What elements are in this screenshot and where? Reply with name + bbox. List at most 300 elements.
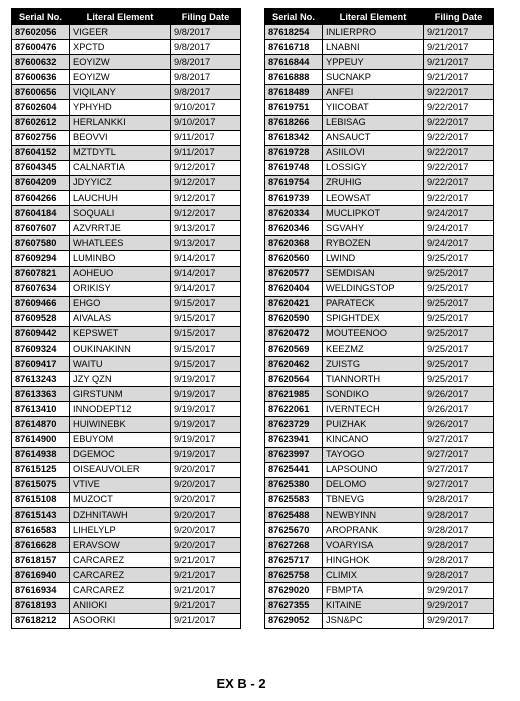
literal-element-cell: VTIVE	[70, 477, 171, 492]
literal-element-cell: YPHYHD	[70, 100, 171, 115]
table-row	[12, 85, 241, 100]
filing-date-cell: 9/26/2017	[424, 387, 494, 402]
filing-date-cell: 9/25/2017	[424, 281, 494, 296]
serial-number-cell: 87620564	[265, 372, 323, 387]
filing-date-cell: 9/11/2017	[171, 130, 241, 145]
table-row	[265, 281, 494, 296]
filing-date-cell: 9/29/2017	[424, 583, 494, 598]
serial-number-cell: 87625717	[265, 553, 323, 568]
filing-date-cell: 9/21/2017	[424, 40, 494, 55]
serial-number-cell: 87616628	[12, 538, 70, 553]
filing-date-cell: 9/19/2017	[171, 432, 241, 447]
serial-number-cell: 87621985	[265, 387, 323, 402]
literal-element-cell: YPPEUY	[323, 55, 424, 70]
table-row	[265, 462, 494, 477]
filing-date-cell: 9/8/2017	[171, 55, 241, 70]
filing-date-cell: 9/25/2017	[424, 266, 494, 281]
filing-date-cell: 9/20/2017	[171, 462, 241, 477]
serial-number-cell: 87609442	[12, 326, 70, 341]
filing-date-cell: 9/27/2017	[424, 462, 494, 477]
literal-element-cell: KITAINE	[323, 598, 424, 613]
filing-date-cell: 9/28/2017	[424, 538, 494, 553]
serial-number-cell: 87629020	[265, 583, 323, 598]
literal-element-cell: ASIILOVI	[323, 145, 424, 160]
table-row	[12, 357, 241, 372]
serial-number-cell: 87614870	[12, 417, 70, 432]
serial-number-cell: 87616718	[265, 40, 323, 55]
literal-element-cell: EOYIZW	[70, 55, 171, 70]
filing-date-cell: 9/21/2017	[424, 70, 494, 85]
literal-element-cell: EHGO	[70, 296, 171, 311]
literal-element-cell: ANSAUCT	[323, 130, 424, 145]
literal-element-cell: LUMINBO	[70, 251, 171, 266]
serial-number-cell: 87616940	[12, 568, 70, 583]
table-row	[12, 508, 241, 523]
literal-element-cell: DGEMOC	[70, 447, 171, 462]
literal-element-cell: AROPRANK	[323, 523, 424, 538]
literal-element-cell: ORIKISY	[70, 281, 171, 296]
literal-element-cell: HINGHOK	[323, 553, 424, 568]
serial-number-cell: 87609417	[12, 357, 70, 372]
table-row	[12, 296, 241, 311]
table-row	[265, 538, 494, 553]
literal-element-cell: CARCAREZ	[70, 553, 171, 568]
literal-element-cell: TIANNORTH	[323, 372, 424, 387]
serial-number-cell: 87620368	[265, 236, 323, 251]
literal-element-cell: LAPSOUNO	[323, 462, 424, 477]
serial-number-cell: 87607821	[12, 266, 70, 281]
table-row	[265, 145, 494, 160]
serial-number-cell: 87615143	[12, 508, 70, 523]
serial-number-cell: 87619748	[265, 160, 323, 175]
literal-element-cell: MOUTEENOO	[323, 326, 424, 341]
table-row	[12, 266, 241, 281]
serial-number-cell: 87614938	[12, 447, 70, 462]
filing-date-cell: 9/26/2017	[424, 417, 494, 432]
literal-element-cell: INLIERPRO	[323, 25, 424, 40]
literal-element-cell: OISEAUVOLER	[70, 462, 171, 477]
table-row	[12, 236, 241, 251]
literal-element-cell: RYBOZEN	[323, 236, 424, 251]
table-body-right	[265, 25, 494, 629]
header-literal-element: Literal Element	[323, 9, 424, 25]
serial-number-cell: 87625758	[265, 568, 323, 583]
serial-number-cell: 87607634	[12, 281, 70, 296]
literal-element-cell: IVERNTECH	[323, 402, 424, 417]
literal-element-cell: ANIIOKI	[70, 598, 171, 613]
literal-element-cell: PARATECK	[323, 296, 424, 311]
serial-number-cell: 87616888	[265, 70, 323, 85]
filing-date-cell: 9/15/2017	[171, 311, 241, 326]
serial-number-cell: 87620472	[265, 326, 323, 341]
filing-date-cell: 9/22/2017	[424, 175, 494, 190]
table-row	[265, 55, 494, 70]
table-row	[265, 296, 494, 311]
table-row	[265, 191, 494, 206]
serial-number-cell: 87600632	[12, 55, 70, 70]
table-row	[265, 85, 494, 100]
literal-element-cell: LIHELYLP	[70, 523, 171, 538]
serial-number-cell: 87600476	[12, 40, 70, 55]
literal-element-cell: PUIZHAK	[323, 417, 424, 432]
table-row	[12, 568, 241, 583]
filing-date-cell: 9/22/2017	[424, 191, 494, 206]
literal-element-cell: HERLANKKI	[70, 115, 171, 130]
filing-date-cell: 9/8/2017	[171, 40, 241, 55]
table-row	[12, 311, 241, 326]
serial-number-cell: 87616583	[12, 523, 70, 538]
literal-element-cell: VOARYISA	[323, 538, 424, 553]
literal-element-cell: YIICOBAT	[323, 100, 424, 115]
serial-number-cell: 87615075	[12, 477, 70, 492]
table-row	[265, 221, 494, 236]
serial-number-cell: 87619754	[265, 175, 323, 190]
filing-date-cell: 9/22/2017	[424, 115, 494, 130]
serial-number-cell: 87604184	[12, 206, 70, 221]
filing-date-cell: 9/8/2017	[171, 25, 241, 40]
table-row	[265, 372, 494, 387]
filing-date-cell: 9/25/2017	[424, 326, 494, 341]
table-row	[12, 341, 241, 356]
table-row	[265, 175, 494, 190]
literal-element-cell: LEBISAG	[323, 115, 424, 130]
literal-element-cell: VIGEER	[70, 25, 171, 40]
table-row	[265, 417, 494, 432]
literal-element-cell: CARCAREZ	[70, 568, 171, 583]
table-row	[12, 130, 241, 145]
literal-element-cell: DZHNITAWH	[70, 508, 171, 523]
table-row	[265, 357, 494, 372]
serial-number-cell: 87620334	[265, 206, 323, 221]
filing-date-cell: 9/14/2017	[171, 281, 241, 296]
literal-element-cell: MZTDYTL	[70, 145, 171, 160]
serial-number-cell: 87604209	[12, 175, 70, 190]
serial-number-cell: 87607580	[12, 236, 70, 251]
table-row	[12, 326, 241, 341]
filing-date-cell: 9/20/2017	[171, 538, 241, 553]
filing-date-cell: 9/22/2017	[424, 100, 494, 115]
filing-date-cell: 9/28/2017	[424, 492, 494, 507]
filing-date-cell: 9/21/2017	[171, 583, 241, 598]
table-row	[265, 523, 494, 538]
table-row	[12, 523, 241, 538]
literal-element-cell: TAYOGO	[323, 447, 424, 462]
table-row	[265, 508, 494, 523]
filing-date-cell: 9/15/2017	[171, 326, 241, 341]
serial-number-cell: 87623941	[265, 432, 323, 447]
literal-element-cell: HUIWINEBK	[70, 417, 171, 432]
serial-number-cell: 87613243	[12, 372, 70, 387]
literal-element-cell: OUKINAKINN	[70, 341, 171, 356]
serial-number-cell: 87616844	[265, 55, 323, 70]
literal-element-cell: EBUYOM	[70, 432, 171, 447]
filing-date-cell: 9/8/2017	[171, 85, 241, 100]
filing-date-cell: 9/25/2017	[424, 311, 494, 326]
table-row	[12, 538, 241, 553]
serial-number-cell: 87627355	[265, 598, 323, 613]
serial-number-cell: 87604266	[12, 191, 70, 206]
table-row	[12, 221, 241, 236]
serial-number-cell: 87625488	[265, 508, 323, 523]
table-row	[12, 281, 241, 296]
table-row	[12, 160, 241, 175]
table-row	[265, 236, 494, 251]
serial-number-cell: 87620462	[265, 357, 323, 372]
table-row	[265, 100, 494, 115]
filing-date-cell: 9/28/2017	[424, 523, 494, 538]
serial-number-cell: 87618157	[12, 553, 70, 568]
serial-number-cell: 87618266	[265, 115, 323, 130]
filing-date-cell: 9/21/2017	[171, 598, 241, 613]
filing-date-cell: 9/29/2017	[424, 613, 494, 628]
literal-element-cell: JSN&PC	[323, 613, 424, 628]
literal-element-cell: GIRSTUNM	[70, 387, 171, 402]
literal-element-cell: KEEZMZ	[323, 341, 424, 356]
literal-element-cell: BEOVVI	[70, 130, 171, 145]
table-header-row	[12, 9, 241, 25]
filing-date-cell: 9/10/2017	[171, 100, 241, 115]
literal-element-cell: AOHEUO	[70, 266, 171, 281]
serial-number-cell: 87602056	[12, 25, 70, 40]
header-filing-date: Filing Date	[424, 9, 494, 25]
literal-element-cell: CLIMIX	[323, 568, 424, 583]
filing-date-cell: 9/24/2017	[424, 206, 494, 221]
serial-number-cell: 87619739	[265, 191, 323, 206]
filing-date-cell: 9/12/2017	[171, 206, 241, 221]
table-row	[12, 477, 241, 492]
table-row	[12, 417, 241, 432]
serial-number-cell: 87625670	[265, 523, 323, 538]
literal-element-cell: SONDIKO	[323, 387, 424, 402]
literal-element-cell: TBNEVG	[323, 492, 424, 507]
filing-date-cell: 9/28/2017	[424, 553, 494, 568]
filing-date-cell: 9/20/2017	[171, 523, 241, 538]
filing-date-cell: 9/25/2017	[424, 357, 494, 372]
table-row	[12, 387, 241, 402]
table-row	[12, 191, 241, 206]
serial-number-cell: 87609324	[12, 341, 70, 356]
filing-date-cell: 9/10/2017	[171, 115, 241, 130]
filing-date-cell: 9/21/2017	[424, 55, 494, 70]
table-row	[12, 462, 241, 477]
literal-element-cell: KINCANO	[323, 432, 424, 447]
serial-number-cell: 87618212	[12, 613, 70, 628]
table-row	[265, 160, 494, 175]
literal-element-cell: LEOWSAT	[323, 191, 424, 206]
serial-number-cell: 87600636	[12, 70, 70, 85]
serial-number-cell: 87623729	[265, 417, 323, 432]
serial-number-cell: 87609294	[12, 251, 70, 266]
filing-date-cell: 9/19/2017	[171, 447, 241, 462]
filing-date-cell: 9/26/2017	[424, 402, 494, 417]
serial-number-cell: 87614900	[12, 432, 70, 447]
literal-element-cell: WHATLEES	[70, 236, 171, 251]
table-row	[265, 40, 494, 55]
table-header-row	[265, 9, 494, 25]
literal-element-cell: CALNARTIA	[70, 160, 171, 175]
filing-date-cell: 9/20/2017	[171, 477, 241, 492]
serial-number-cell: 87627268	[265, 538, 323, 553]
literal-element-cell: ZUISTG	[323, 357, 424, 372]
filing-date-cell: 9/25/2017	[424, 251, 494, 266]
literal-element-cell: INNODEPT12	[70, 402, 171, 417]
serial-number-cell: 87620560	[265, 251, 323, 266]
serial-number-cell: 87620569	[265, 341, 323, 356]
literal-element-cell: DELOMO	[323, 477, 424, 492]
table-row	[265, 25, 494, 40]
literal-element-cell: VIQILANY	[70, 85, 171, 100]
table-row	[12, 25, 241, 40]
serial-number-cell: 87619751	[265, 100, 323, 115]
filing-date-cell: 9/15/2017	[171, 341, 241, 356]
filing-date-cell: 9/15/2017	[171, 296, 241, 311]
literal-element-cell: ANFEI	[323, 85, 424, 100]
serial-number-cell: 87620577	[265, 266, 323, 281]
serial-number-cell: 87625441	[265, 462, 323, 477]
literal-element-cell: AZVRRTJE	[70, 221, 171, 236]
filing-date-cell: 9/21/2017	[171, 553, 241, 568]
table-row	[265, 387, 494, 402]
table-row	[265, 130, 494, 145]
filing-date-cell: 9/29/2017	[424, 598, 494, 613]
table-row	[265, 447, 494, 462]
filing-date-cell: 9/21/2017	[171, 613, 241, 628]
literal-element-cell: SUCNAKP	[323, 70, 424, 85]
trademark-table-left	[11, 8, 241, 629]
literal-element-cell: WELDINGSTOP	[323, 281, 424, 296]
header-serial-no: Serial No.	[265, 9, 323, 25]
literal-element-cell: JZY QZN	[70, 372, 171, 387]
literal-element-cell: AIVALAS	[70, 311, 171, 326]
literal-element-cell: SGVAHY	[323, 221, 424, 236]
table-row	[12, 70, 241, 85]
filing-date-cell: 9/25/2017	[424, 341, 494, 356]
serial-number-cell: 87620421	[265, 296, 323, 311]
filing-date-cell: 9/27/2017	[424, 432, 494, 447]
table-row	[12, 583, 241, 598]
literal-element-cell: FBMPTA	[323, 583, 424, 598]
table-row	[12, 145, 241, 160]
literal-element-cell: KEPSWET	[70, 326, 171, 341]
table-row	[12, 447, 241, 462]
table-row	[12, 100, 241, 115]
table-row	[12, 251, 241, 266]
table-row	[265, 70, 494, 85]
filing-date-cell: 9/14/2017	[171, 251, 241, 266]
literal-element-cell: ERAVSOW	[70, 538, 171, 553]
table-row	[265, 583, 494, 598]
serial-number-cell: 87618342	[265, 130, 323, 145]
table-row	[12, 372, 241, 387]
filing-date-cell: 9/22/2017	[424, 85, 494, 100]
filing-date-cell: 9/27/2017	[424, 477, 494, 492]
literal-element-cell: ASOORKI	[70, 613, 171, 628]
serial-number-cell: 87625380	[265, 477, 323, 492]
table-row	[265, 598, 494, 613]
table-row	[12, 40, 241, 55]
table-row	[12, 553, 241, 568]
table-row	[265, 432, 494, 447]
exhibit-footer: EX B - 2	[216, 676, 266, 691]
filing-date-cell: 9/21/2017	[171, 568, 241, 583]
table-row	[265, 251, 494, 266]
serial-number-cell: 87604345	[12, 160, 70, 175]
serial-number-cell: 87602604	[12, 100, 70, 115]
literal-element-cell: JDYYICZ	[70, 175, 171, 190]
filing-date-cell: 9/19/2017	[171, 387, 241, 402]
literal-element-cell: ZRUHIG	[323, 175, 424, 190]
serial-number-cell: 87615125	[12, 462, 70, 477]
table-row	[12, 402, 241, 417]
literal-element-cell: MUCLIPKOT	[323, 206, 424, 221]
serial-number-cell: 87620590	[265, 311, 323, 326]
serial-number-cell: 87613363	[12, 387, 70, 402]
serial-number-cell: 87619728	[265, 145, 323, 160]
serial-number-cell: 87620404	[265, 281, 323, 296]
serial-number-cell: 87616934	[12, 583, 70, 598]
filing-date-cell: 9/19/2017	[171, 372, 241, 387]
serial-number-cell: 87615108	[12, 492, 70, 507]
table-row	[265, 613, 494, 628]
filing-date-cell: 9/27/2017	[424, 447, 494, 462]
literal-element-cell: LAUCHUH	[70, 191, 171, 206]
serial-number-cell: 87604152	[12, 145, 70, 160]
filing-date-cell: 9/19/2017	[171, 417, 241, 432]
literal-element-cell: SOQUALI	[70, 206, 171, 221]
table-row	[265, 568, 494, 583]
table-row	[265, 477, 494, 492]
filing-date-cell: 9/20/2017	[171, 492, 241, 507]
header-literal-element: Literal Element	[70, 9, 171, 25]
literal-element-cell: LNABNI	[323, 40, 424, 55]
table-row	[12, 492, 241, 507]
filing-date-cell: 9/22/2017	[424, 145, 494, 160]
literal-element-cell: XPCTD	[70, 40, 171, 55]
table-row	[265, 266, 494, 281]
serial-number-cell: 87607607	[12, 221, 70, 236]
table-row	[265, 341, 494, 356]
literal-element-cell: MUZOCT	[70, 492, 171, 507]
table-row	[265, 206, 494, 221]
filing-date-cell: 9/20/2017	[171, 508, 241, 523]
filing-date-cell: 9/11/2017	[171, 145, 241, 160]
table-row	[265, 311, 494, 326]
serial-number-cell: 87618254	[265, 25, 323, 40]
serial-number-cell: 87613410	[12, 402, 70, 417]
table-row	[12, 613, 241, 628]
filing-date-cell: 9/13/2017	[171, 236, 241, 251]
filing-date-cell: 9/25/2017	[424, 372, 494, 387]
filing-date-cell: 9/15/2017	[171, 357, 241, 372]
literal-element-cell: EOYIZW	[70, 70, 171, 85]
serial-number-cell: 87618193	[12, 598, 70, 613]
serial-number-cell: 87620346	[265, 221, 323, 236]
table-row	[265, 115, 494, 130]
filing-date-cell: 9/19/2017	[171, 402, 241, 417]
serial-number-cell: 87625583	[265, 492, 323, 507]
trademark-table-right	[264, 8, 494, 629]
filing-date-cell: 9/12/2017	[171, 175, 241, 190]
filing-date-cell: 9/28/2017	[424, 568, 494, 583]
table-body-left	[12, 25, 241, 629]
header-filing-date: Filing Date	[171, 9, 241, 25]
literal-element-cell: SEMDISAN	[323, 266, 424, 281]
filing-date-cell: 9/12/2017	[171, 191, 241, 206]
table-row	[12, 55, 241, 70]
filing-date-cell: 9/13/2017	[171, 221, 241, 236]
literal-element-cell: LOSSIGY	[323, 160, 424, 175]
literal-element-cell: SPIGHTDEX	[323, 311, 424, 326]
